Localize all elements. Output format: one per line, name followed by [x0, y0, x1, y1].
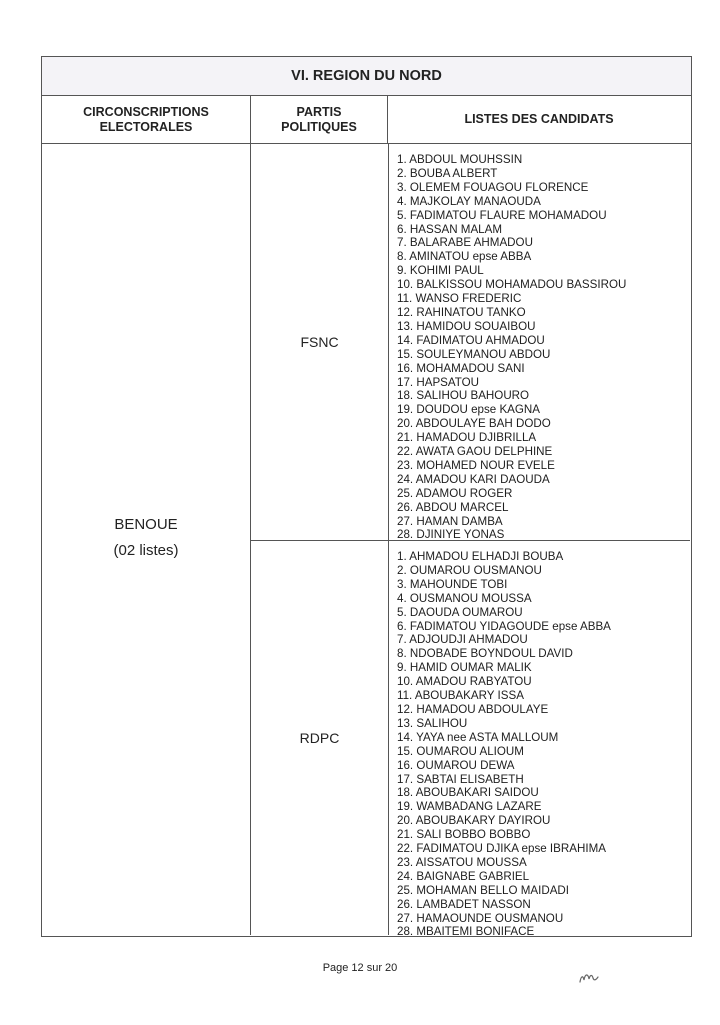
candidate-item: 21. HAMADOU DJIBRILLA	[397, 431, 537, 445]
candidate-item: 28. MBAITEMI BONIFACE	[397, 925, 535, 939]
candidate-list-cell	[388, 541, 691, 939]
candidate-item: 11. WANSO FREDERIC	[397, 292, 522, 306]
candidate-item: 17. SABTAI ELISABETH	[397, 772, 524, 786]
handwritten-initials-icon	[578, 970, 602, 984]
page-number: Page 12 sur 20	[322, 962, 398, 974]
circonscription-cell	[42, 144, 250, 935]
candidate-item: 20. ABDOULAYE BAH DODO	[397, 417, 551, 431]
header-partis-text: PARTIS POLITIQUES	[281, 104, 357, 134]
header-partis	[250, 96, 387, 143]
party-name-cell	[251, 541, 388, 935]
candidate-item: 21. SALI BOBBO BOBBO	[397, 828, 531, 842]
candidate-item: 5. FADIMATOU FLAURE MOHAMADOU	[397, 208, 607, 222]
candidate-item: 16. MOHAMADOU SANI	[397, 361, 525, 375]
candidate-item: 4. MAJKOLAY MANAOUDA	[397, 194, 541, 208]
candidate-item: 14. YAYA nee ASTA MALLOUM	[397, 730, 559, 744]
party-row-fsnc	[250, 144, 690, 541]
candidate-item: 6. FADIMATOU YIDAGOUDE epse ABBA	[397, 619, 611, 633]
candidate-item: 19. DOUDOU epse KAGNA	[397, 403, 541, 417]
header-circonscriptions	[42, 96, 250, 143]
candidates-table	[41, 56, 692, 937]
candidate-item: 2. OUMAROU OUSMANOU	[397, 563, 542, 577]
candidate-item: 7. ADJOUDJI AHMADOU	[397, 633, 528, 647]
candidate-item: 26. ABDOU MARCEL	[397, 500, 509, 514]
candidate-item: 15. OUMAROU ALIOUM	[397, 744, 524, 758]
candidate-item: 25. MOHAMAN BELLO MAIDADI	[397, 883, 570, 897]
candidate-item: 25. ADAMOU ROGER	[397, 486, 513, 500]
candidate-item: 22. FADIMATOU DJIKA epse IBRAHIMA	[397, 842, 606, 856]
candidate-item: 14. FADIMATOU AHMADOU	[397, 333, 545, 347]
candidate-item: 3. OLEMEM FOUAGOU FLORENCE	[397, 180, 589, 194]
candidate-item: 17. HAPSATOU	[397, 375, 480, 389]
candidate-item: 13. SALIHOU	[397, 716, 468, 730]
party-name: FSNC	[300, 334, 339, 350]
candidate-item: 28. DJINIYE YONAS	[397, 528, 505, 542]
candidate-item: 7. BALARABE AHMADOU	[397, 236, 533, 250]
header-listes-text: LISTES DES CANDIDATS	[464, 112, 614, 126]
candidate-item: 5. DAOUDA OUMAROU	[397, 605, 523, 619]
candidate-item: 27. HAMAN DAMBA	[397, 514, 503, 528]
table-header-row	[42, 96, 691, 144]
candidate-item: 19. WAMBADANG LAZARE	[397, 800, 542, 814]
candidate-item: 4. OUSMANOU MOUSSA	[397, 591, 532, 605]
candidate-item: 13. HAMIDOU SOUAIBOU	[397, 319, 536, 333]
region-title-text: VI. REGION DU NORD	[291, 68, 442, 84]
circonscription-name: BENOUE	[114, 515, 178, 533]
candidate-item: 24. BAIGNABE GABRIEL	[397, 869, 530, 883]
header-circonscriptions-text: CIRCONSCRIPTIONS ELECTORALES	[83, 104, 209, 134]
candidate-item: 23. AISSATOU MOUSSA	[397, 855, 527, 869]
candidate-item: 26. LAMBADET NASSON	[397, 897, 531, 911]
candidate-item: 24. AMADOU KARI DAOUDA	[397, 472, 550, 486]
party-name: RDPC	[299, 730, 340, 746]
circonscription-count: (02 listes)	[113, 541, 179, 559]
candidate-list-cell	[388, 144, 691, 540]
candidate-item: 11. ABOUBAKARY ISSA	[397, 689, 524, 703]
candidate-item: 20. ABOUBAKARY DAYIROU	[397, 814, 551, 828]
candidate-item: 18. SALIHOU BAHOURO	[397, 389, 530, 403]
candidate-item: 23. MOHAMED NOUR EVELE	[397, 458, 555, 472]
candidate-item: 16. OUMAROU DEWA	[397, 758, 515, 772]
candidate-item: 9. HAMID OUMAR MALIK	[397, 661, 532, 675]
candidate-item: 22. AWATA GAOU DELPHINE	[397, 445, 553, 459]
candidate-item: 15. SOULEYMANOU ABDOU	[397, 347, 551, 361]
table-body	[42, 144, 691, 939]
candidate-item: 3. MAHOUNDE TOBI	[397, 577, 508, 591]
candidate-item: 12. RAHINATOU TANKO	[397, 305, 526, 319]
header-listes	[387, 96, 690, 143]
candidate-item: 27. HAMAOUNDE OUSMANOU	[397, 911, 564, 925]
candidate-item: 1. ABDOUL MOUHSSIN	[397, 153, 523, 166]
page-footer	[0, 962, 720, 974]
candidate-item: 9. KOHIMI PAUL	[397, 264, 484, 278]
candidate-item: 10. BALKISSOU MOHAMADOU BASSIROU	[397, 278, 627, 292]
candidate-list	[397, 153, 691, 542]
party-name-cell	[251, 144, 388, 540]
region-title	[42, 57, 691, 96]
candidate-item: 6. HASSAN MALAM	[397, 222, 503, 236]
candidate-item: 8. AMINATOU epse ABBA	[397, 250, 532, 264]
candidate-item: 2. BOUBA ALBERT	[397, 166, 498, 180]
candidate-item: 8. NDOBADE BOYNDOUL DAVID	[397, 647, 573, 661]
candidate-item: 1. AHMADOU ELHADJI BOUBA	[397, 550, 564, 563]
candidate-item: 12. HAMADOU ABDOULAYE	[397, 702, 549, 716]
candidate-item: 10. AMADOU RABYATOU	[397, 675, 532, 689]
candidate-item: 18. ABOUBAKARI SAIDOU	[397, 786, 539, 800]
candidate-list	[397, 550, 691, 939]
party-row-rdpc	[250, 541, 690, 939]
